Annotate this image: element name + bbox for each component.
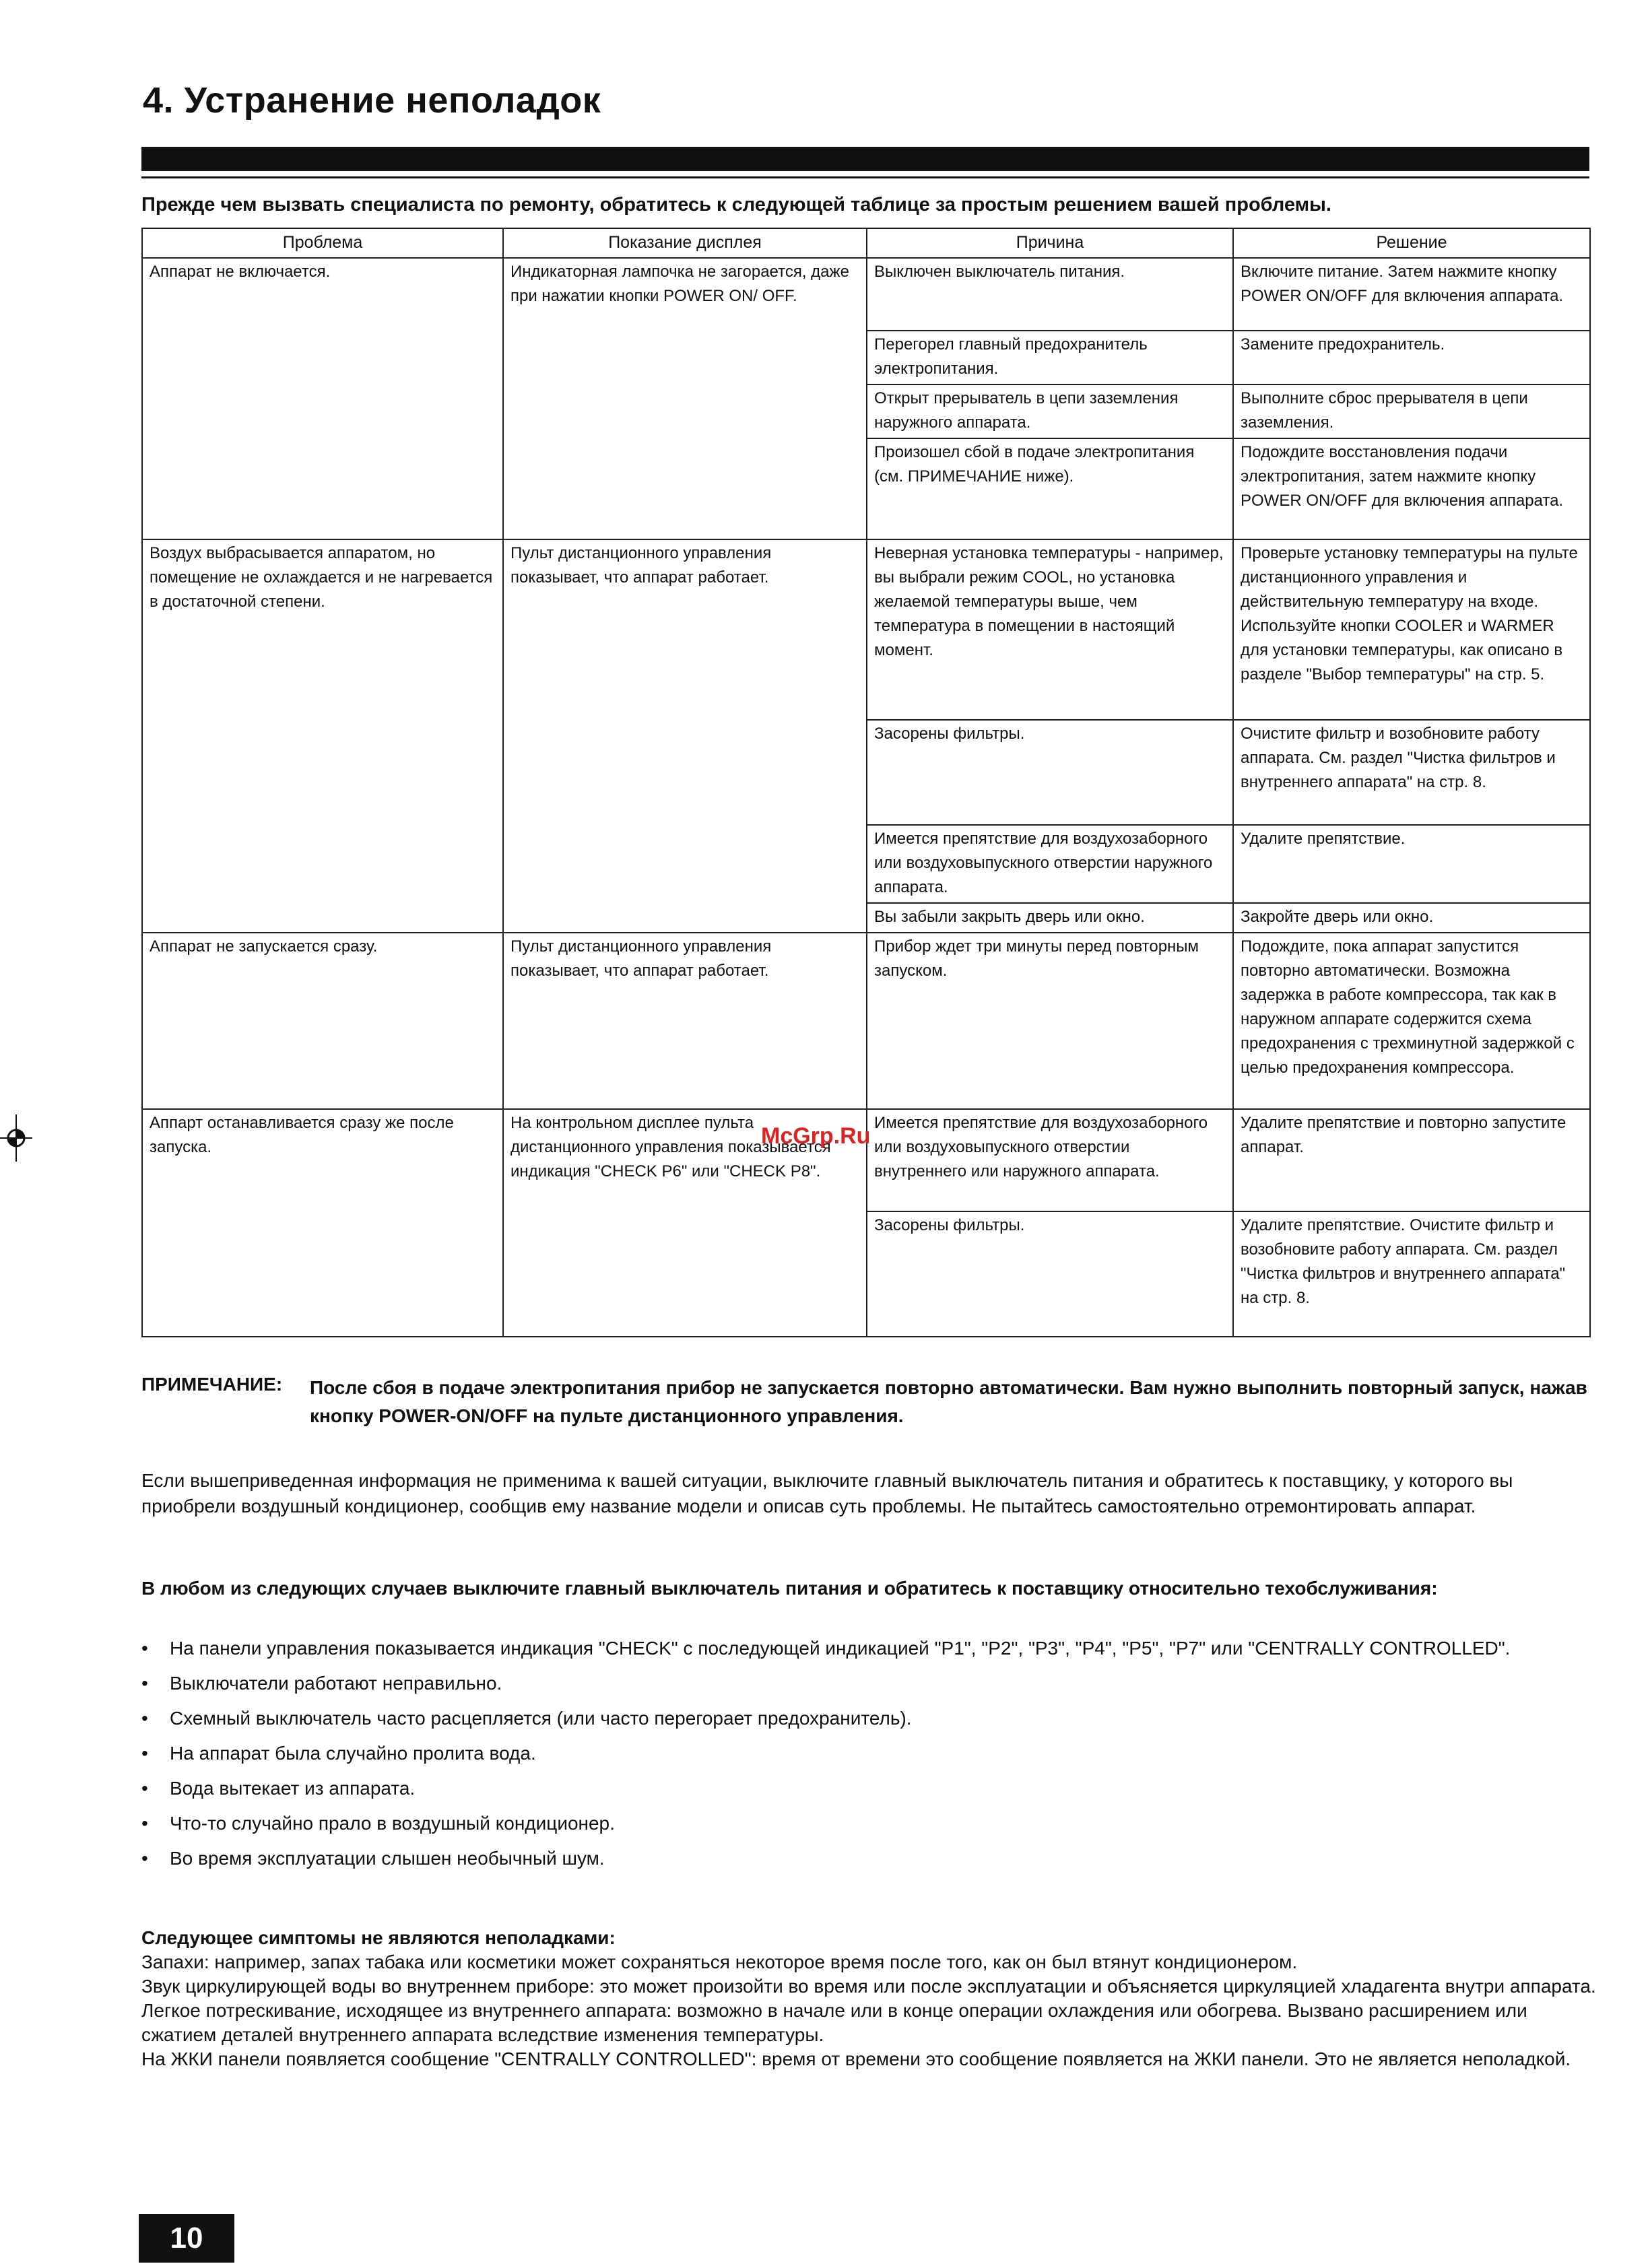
solution-cell: Удалите препятствие. Очистите фильтр и возобновите работу аппарата. См. раздел "Чистка фильтров и внутреннего аппарата" на стр. 8. <box>1233 1211 1590 1337</box>
solution-cell: Подождите восстановления подачи электропитания, затем нажмите кнопку POWER ON/OFF для включения аппарата. <box>1233 438 1590 539</box>
troubleshooting-table <box>141 228 1591 1337</box>
list-item <box>141 1671 1596 1696</box>
note-text: После сбоя в подаче электропитания прибор не запускается повторно автоматически. Вам нужно выполнить повторный запуск, нажав кнопку POWER-ON/OFF на пульте дистанционного управления. <box>310 1377 1587 1426</box>
solution-cell: Удалите препятствие. <box>1233 825 1590 903</box>
list-item-text: Выключатели работают неправильно. <box>170 1673 502 1694</box>
table-header-row <box>142 228 1590 258</box>
list-item <box>141 1706 1596 1731</box>
solution-cell: Подождите, пока аппарат запустится повторно автоматически. Возможна задержка в работе компрессора, так как в наружном аппарате содержится схема предохранения с трехминутной задержкой с целью предохранения компрессора. <box>1233 933 1590 1109</box>
display-cell: Пульт дистанционного управления показывает, что аппарат работает. <box>503 539 867 933</box>
symptom-line: Легкое потрескивание, исходящее из внутреннего аппарата: возможно в начале или в конце операции охлаждения или обогрева. Вызвано расширением или сжатием деталей внутреннего аппарата вследствие изменения температуры. <box>141 2000 1527 2045</box>
bullet-icon: • <box>141 1848 148 1869</box>
intro-text: Прежде чем вызвать специалиста по ремонту, обратитесь к следующей таблице за простым решением вашей проблемы. <box>141 194 1331 215</box>
list-item-text: На панели управления показывается индикация "CHECK" с последующей индикацией "P1", "P2", "P3", "P4", "P5", "P7" или "CENTRALLY CONTROLLED". <box>170 1638 1511 1659</box>
page-number: 10 <box>139 2214 234 2263</box>
problem-cell: Аппарат не запускается сразу. <box>142 933 503 1109</box>
non-fault-symptoms <box>141 1926 1596 2071</box>
bullet-icon: • <box>141 1638 148 1659</box>
display-cell: Индикаторная лампочка не загорается, даже при нажатии кнопки POWER ON/ OFF. <box>503 258 867 539</box>
problem-cell: Аппарат не включается. <box>142 258 503 539</box>
solution-cell: Очистите фильтр и возобновите работу аппарата. См. раздел "Чистка фильтров и внутреннего аппарата" на стр. 8. <box>1233 720 1590 825</box>
list-item-text: Схемный выключатель часто расцепляется (или часто перегорает предохранитель). <box>170 1708 912 1729</box>
list-item <box>141 1776 1596 1801</box>
list-item <box>141 1811 1596 1836</box>
table-row <box>142 258 1590 331</box>
header-solution: Решение <box>1233 228 1590 258</box>
header-cause: Причина <box>867 228 1233 258</box>
table-row <box>142 933 1590 1109</box>
symptom-line: На ЖКИ панели появляется сообщение "CENTRALLY CONTROLLED": время от времени это сообщение появляется на ЖКИ панели. Это не является неполадкой. <box>141 2048 1571 2069</box>
cause-cell: Открыт прерыватель в цепи заземления наружного аппарата. <box>867 385 1233 438</box>
solution-cell: Включите питание. Затем нажмите кнопку POWER ON/OFF для включения аппарата. <box>1233 258 1590 331</box>
display-cell: На контрольном дисплее пульта дистанционного управления показывается индикация "CHECK P6" или "CHECK P8". <box>503 1109 867 1337</box>
cause-cell: Вы забыли закрыть дверь или окно. <box>867 903 1233 933</box>
cause-cell: Произошел сбой в подаче электропитания (см. ПРИМЕЧАНИЕ ниже). <box>867 438 1233 539</box>
solution-cell: Проверьте установку температуры на пульте дистанционного управления и действительную температуру на входе. Используйте кнопки COOLER и WARMER для установки температуры, как описано в разделе "Выбор температуры" на стр. 5. <box>1233 539 1590 720</box>
service-cases-heading: В любом из следующих случаев выключите главный выключатель питания и обратитесь к поставщику относительно техобслуживания: <box>141 1578 1438 1599</box>
problem-cell: Аппарт останавливается сразу же после запуска. <box>142 1109 503 1337</box>
cause-cell: Засорены фильтры. <box>867 720 1233 825</box>
cause-cell: Неверная установка температуры - например, вы выбрали режим COOL, но установка желаемой температуры выше, чем температура в помещении в настоящий момент. <box>867 539 1233 720</box>
page-title: 4. Устранение неполадок <box>143 80 601 121</box>
display-cell: Пульт дистанционного управления показывает, что аппарат работает. <box>503 933 867 1109</box>
cause-cell: Имеется препятствие для воздухозаборного или воздуховыпускного отверстии наружного аппарата. <box>867 825 1233 903</box>
list-item-text: Что-то случайно прало в воздушный кондиционер. <box>170 1813 615 1834</box>
bullet-icon: • <box>141 1778 148 1799</box>
list-item <box>141 1636 1596 1661</box>
title-rule <box>141 176 1589 178</box>
registration-mark-icon <box>0 1114 32 1162</box>
solution-cell: Удалите препятствие и повторно запустите аппарат. <box>1233 1109 1590 1211</box>
advice-paragraph: Если вышеприведенная информация не применима к вашей ситуации, выключите главный выключатель питания и обратитесь к поставщику, у которого вы приобрели воздушный кондиционер, сообщив ему название модели и описав суть проблемы. Не пытайтесь самостоятельно отремонтировать аппарат. <box>141 1470 1513 1516</box>
cause-cell: Прибор ждет три минуты перед повторным запуском. <box>867 933 1233 1109</box>
bullet-icon: • <box>141 1673 148 1694</box>
bullet-icon: • <box>141 1708 148 1729</box>
header-display: Показание дисплея <box>503 228 867 258</box>
list-item-text: На аппарат была случайно пролита вода. <box>170 1743 536 1764</box>
solution-cell: Замените предохранитель. <box>1233 331 1590 385</box>
watermark: McGrp.Ru <box>761 1123 871 1149</box>
problem-cell: Воздух выбрасывается аппаратом, но помещение не охлаждается и не нагревается в достаточной степени. <box>142 539 503 933</box>
cause-cell: Засорены фильтры. <box>867 1211 1233 1337</box>
bullet-icon: • <box>141 1813 148 1834</box>
title-bar <box>141 147 1589 171</box>
cause-cell: Перегорел главный предохранитель электропитания. <box>867 331 1233 385</box>
symptom-line: Звук циркулирующей воды во внутреннем приборе: это может произойти во время или после эксплуатации и объясняется циркуляцией хладагента внутри аппарата. <box>141 1976 1596 1997</box>
symptom-line: Запахи: например, запах табака или косметики может сохраняться некоторое время после того, как он был втянут кондиционером. <box>141 1952 1298 1972</box>
note-label: ПРИМЕЧАНИЕ: <box>141 1374 283 1395</box>
symptoms-heading: Следующее симптомы не являются неполадками: <box>141 1927 616 1948</box>
list-item <box>141 1741 1596 1766</box>
service-cases-list <box>141 1636 1596 1881</box>
cause-cell: Выключен выключатель питания. <box>867 258 1233 331</box>
cause-cell: Имеется препятствие для воздухозаборного или воздуховыпускного отверстии внутреннего или наружного аппарата. <box>867 1109 1233 1211</box>
table-row <box>142 539 1590 720</box>
header-problem: Проблема <box>142 228 503 258</box>
list-item <box>141 1846 1596 1871</box>
list-item-text: Во время эксплуатации слышен необычный шум. <box>170 1848 605 1869</box>
solution-cell: Выполните сброс прерывателя в цепи заземления. <box>1233 385 1590 438</box>
bullet-icon: • <box>141 1743 148 1764</box>
solution-cell: Закройте дверь или окно. <box>1233 903 1590 933</box>
list-item-text: Вода вытекает из аппарата. <box>170 1778 416 1799</box>
